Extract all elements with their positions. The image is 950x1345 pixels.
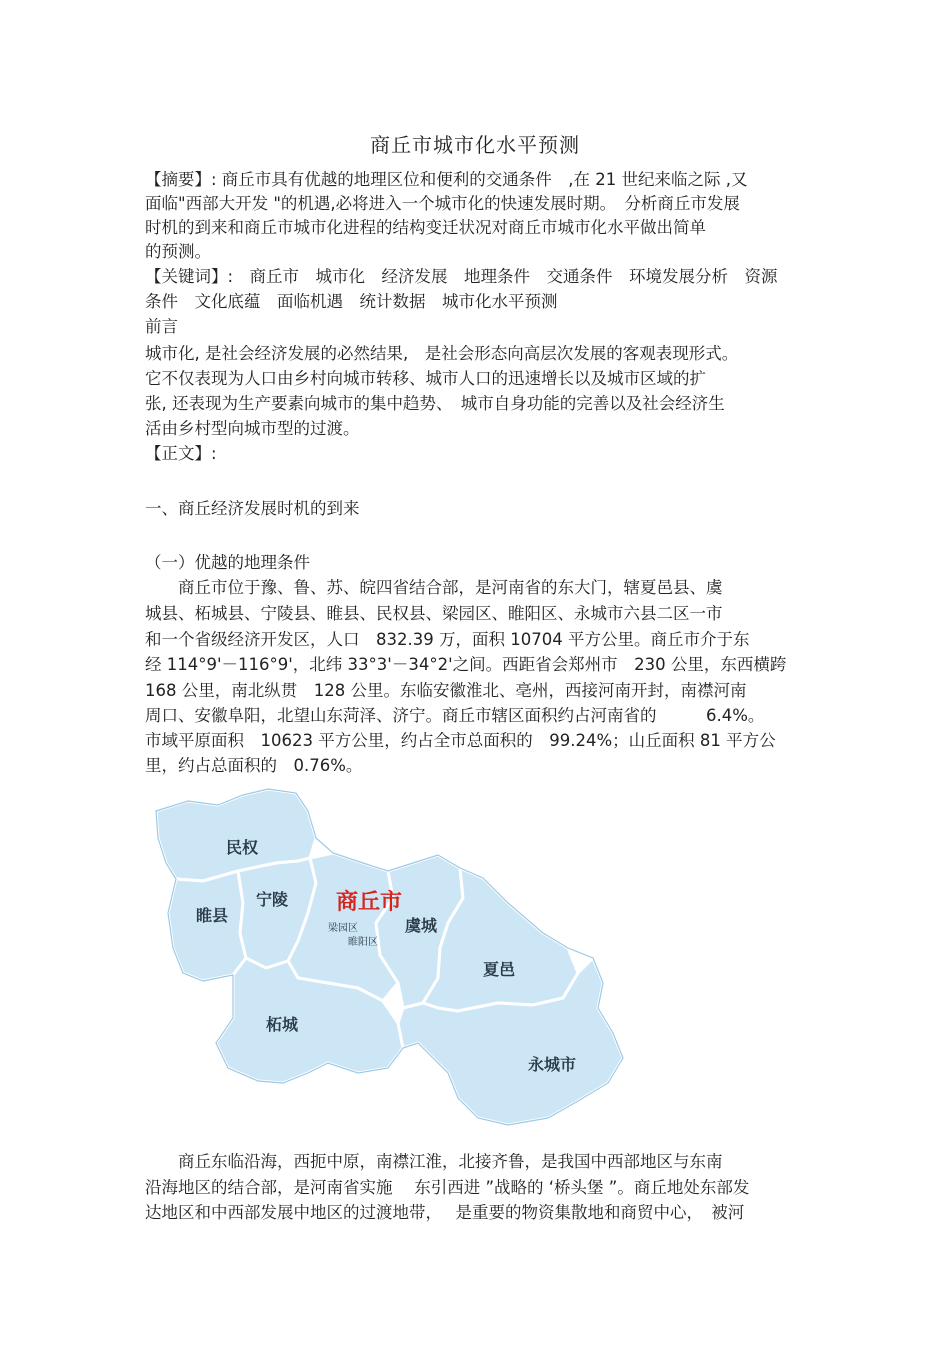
body-heading: 【正文】: [145, 444, 217, 463]
map-city-label: 商丘市 [336, 890, 403, 915]
map-county-label: 宁陵 [256, 890, 289, 909]
paragraph-line: 沿海地区的结合部，是河南省实施 东引西进 ”战略的 ‘桥头堡 ”。商丘地处东部发 [145, 1178, 750, 1197]
abstract-line: 的预测。 [145, 242, 211, 261]
shangqiu-map [148, 783, 820, 1135]
document-title: 商丘市城市化水平预测 [370, 133, 580, 157]
subsection-heading: （一）优越的地理条件 [145, 553, 310, 572]
paragraph-line: 商丘市位于豫、鲁、苏、皖四省结合部，是河南省的东大门，辖夏邑县、虞 [145, 578, 723, 597]
preface-line: 城市化, 是社会经济发展的必然结果, 是社会形态向高层次发展的客观表现形式。 [145, 344, 739, 363]
paragraph-line: 达地区和中西部发展中地区的过渡地带， 是重要的物资集散地和商贸中心， 被河 [145, 1203, 745, 1222]
map-county-label: 民权 [226, 838, 259, 857]
paragraph-line: 市域平原面积 10623 平方公里，约占全市总面积的 99.24%；山丘面积 81 平方公 [145, 731, 776, 750]
paragraph-line: 周口、安徽阜阳，北望山东菏泽、济宁。商丘市辖区面积约占河南省的 6.4%。 [145, 706, 765, 725]
map-county-label: 睢县 [196, 906, 229, 925]
section-heading: 一、商丘经济发展时机的到来 [145, 499, 360, 518]
map-district-label: 梁园区 [328, 923, 358, 934]
keywords-line: 条件 文化底蕴 面临机遇 统计数据 城市化水平预测 [145, 292, 558, 311]
abstract-line: 【摘要】: 商丘市具有优越的地理区位和便利的交通条件 ,在 21 世纪来临之际 ,又 [145, 170, 748, 189]
paragraph-line: 城县、柘城县、宁陵县、睢县、民权县、梁园区、睢阳区、永城市六县二区一市 [145, 604, 723, 623]
preface-heading: 前言 [145, 317, 178, 336]
map-district-label: 睢阳区 [348, 937, 378, 948]
paragraph-line: 商丘东临沿海，西扼中原，南襟江淮，北接齐鲁，是我国中西部地区与东南 [145, 1152, 723, 1171]
paragraph-line: 里，约占总面积的 0.76%。 [145, 756, 363, 775]
preface-line: 它不仅表现为人口由乡村向城市转移、城市人口的迅速增长以及城市区域的扩 [145, 369, 706, 388]
map-county-label: 柘城 [266, 1015, 299, 1034]
map-county-label: 夏邑 [483, 960, 516, 979]
map-county-label: 虞城 [405, 916, 438, 935]
preface-line: 活由乡村型向城市型的过渡。 [145, 419, 360, 438]
map-county-label: 永城市 [528, 1055, 577, 1074]
keywords-line: 【关键词】: 商丘市 城市化 经济发展 地理条件 交通条件 环境发展分析 资源 [145, 267, 778, 286]
preface-line: 张, 还表现为生产要素向城市的集中趋势、 城市自身功能的完善以及社会经济生 [145, 394, 725, 413]
abstract-line: 面临"西部大开发 "的机遇,必将进入一个城市化的快速发展时期。 分析商丘市发展 [145, 194, 740, 213]
paragraph-line: 和一个省级经济开发区，人口 832.39 万，面积 10704 平方公里。商丘市介于东 [145, 630, 750, 649]
paragraph-line: 经 114°9'－116°9'，北纬 33°3'－34°2'之间。西距省会郑州市 230 公里，东西横跨 [145, 655, 787, 674]
paragraph-line: 168 公里，南北纵贯 128 公里。东临安徽淮北、亳州，西接河南开封，南襟河南 [145, 681, 747, 700]
abstract-line: 时机的到来和商丘市城市化进程的结构变迁状况对商丘市城市化水平做出简单 [145, 218, 706, 237]
